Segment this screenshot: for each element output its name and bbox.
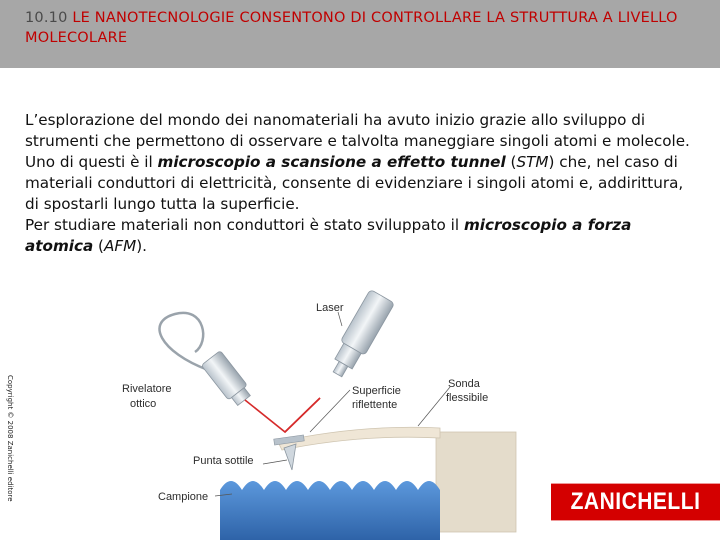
label-surface-line2: riflettente <box>352 399 398 411</box>
sample <box>220 481 440 540</box>
optical-detector <box>201 351 253 408</box>
title-text: LE NANOTECNOLOGIE CONSENTONO DI CONTROLLARE LA STRUTTURA A LIVELLO MOLECOLARE <box>25 10 678 46</box>
abbr-stm: STM <box>516 153 549 171</box>
paragraph-afm <box>25 215 695 257</box>
sharp-tip <box>284 444 296 470</box>
paragraph-intro: L’esplorazione del mondo dei nanomateriali ha avuto inizio grazie allo sviluppo di strumenti che permettono di osservare e talvolta maneggiare singoli atomi e molecole. <box>25 111 690 150</box>
leader-tip <box>263 460 287 464</box>
label-tip: Punta sottile <box>193 455 254 467</box>
label-surface-line1: Superficie <box>352 385 401 397</box>
label-detector-line2: ottico <box>130 398 157 410</box>
text-span: Per studiare materiali non conduttori è stato sviluppato il <box>25 216 464 234</box>
title-bar <box>0 0 720 68</box>
text-span: ( <box>505 153 517 171</box>
text-span: ) che, nel caso di materiali conduttori di elettricità, consente di evidenziare i singoli atomi e, addirittura, di spostarli lungo tutta la superficie. <box>25 153 684 213</box>
detector-cable <box>160 313 208 370</box>
copyright-notice <box>3 375 17 525</box>
label-sample: Campione <box>158 491 209 503</box>
label-probe-line2: flessibile <box>446 392 489 404</box>
label-laser: Laser <box>316 302 344 314</box>
term-stm: microscopio a scansione a effetto tunnel <box>157 153 506 171</box>
slide-title <box>25 8 705 48</box>
term-afm: microscopio a forza atomica <box>25 216 632 255</box>
text-span: Uno di questi è il <box>25 153 158 171</box>
body-text <box>25 110 695 257</box>
section-number: 10.10 <box>25 10 68 26</box>
label-probe-line1: Sonda <box>448 378 480 390</box>
laser-beam <box>245 398 320 432</box>
leader-surface <box>310 390 350 432</box>
publisher-logo: ZANICHELLI <box>551 484 720 521</box>
label-detector-line1: Rivelatore <box>122 383 172 395</box>
text-span: ). <box>136 237 147 255</box>
copyright-text: Copyright © 2008 Zanichelli editore <box>6 375 14 502</box>
laser-body <box>340 289 394 355</box>
leader-laser <box>338 312 342 326</box>
afm-diagram <box>122 282 550 540</box>
abbr-afm: AFM <box>104 237 137 255</box>
support-block <box>436 432 516 532</box>
text-span: ( <box>93 237 104 255</box>
paragraph-stm <box>25 152 695 215</box>
